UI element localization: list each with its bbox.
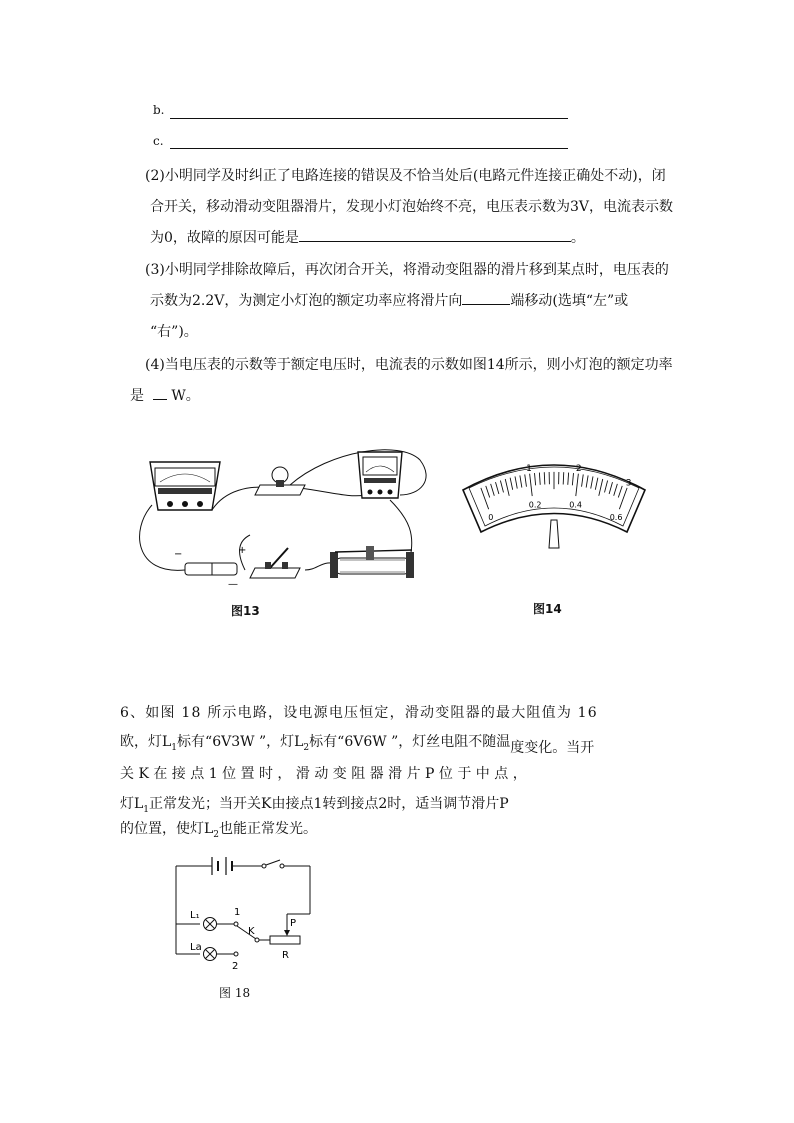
svg-text:−: − (174, 549, 183, 560)
figure-13-apparatus (130, 440, 440, 590)
dial-pointer (549, 520, 559, 548)
dial-scale-bottom-label: 0 (488, 512, 494, 522)
figure-18-caption: 图 18 (219, 986, 251, 1000)
q6-line2-sub2: 2 (303, 742, 310, 753)
figure-14-caption: 图14 (533, 602, 562, 616)
q6-line2-sub1: 1 (171, 742, 178, 753)
q2-line2: 合开关，移动滑动变阻器滑片，发现小灯泡始终不亮，电压表示数为3V，电流表示数 (150, 199, 674, 215)
q2-line3 (150, 227, 585, 247)
q4-line1: (4)当电压表的示数等于额定电压时，电流表的示数如图14所示，则小灯泡的额定功率 (145, 357, 673, 373)
top-switch-icon (262, 860, 284, 868)
svg-text:—: — (228, 579, 238, 590)
svg-text:+: + (238, 545, 247, 556)
q3-answer-blank[interactable] (462, 304, 510, 305)
q6-line4-a: 灯L (120, 796, 144, 812)
q3-line1: (3)小明同学排除故障后，再次闭合开关，将滑动变阻器的滑片移到某点时，电压表的 (145, 262, 669, 278)
q2-line3-suffix: 。 (570, 230, 585, 246)
q2-line3-prefix: 为0，故障的原因可能是 (150, 230, 299, 246)
q6-line5-sub: 2 (213, 829, 220, 840)
answer-b-label: b. (153, 103, 165, 117)
dial-scale-top-label: 2 (575, 463, 582, 474)
q6-line2 (120, 731, 595, 756)
lamp-l2-icon (204, 948, 217, 961)
dial-scale-bottom-label: 0.6 (609, 512, 623, 522)
switch-icon (250, 548, 300, 578)
q6-line5-b: 也能正常发光。 (219, 821, 318, 837)
q3-line3: “右”)。 (150, 324, 198, 340)
rheostat-icon (330, 546, 414, 578)
answer-b-line[interactable] (170, 118, 568, 119)
figure-18-circuit (170, 852, 320, 977)
dial-tick (563, 472, 564, 484)
q6-line4-b: 正常发光；当开关K由接点1转到接点2时，适当调节滑片P (149, 796, 509, 812)
q4-answer-blank[interactable] (153, 399, 167, 400)
label-contact-2: 2 (232, 961, 239, 972)
dial-scale-bottom-label: 0.4 (569, 500, 582, 510)
answer-c-label: c. (153, 134, 164, 148)
q6-line4-sub: 1 (143, 804, 150, 815)
dial-scale-bottom-label: 0.2 (528, 500, 542, 510)
dial-tick (544, 472, 545, 484)
label-slider-p: P (290, 918, 297, 929)
label-contact-1: 1 (234, 907, 241, 918)
ammeter-icon (150, 462, 220, 510)
q3-line2 (150, 290, 628, 310)
q6-line2-b: 标有“6V3W ”，灯L (177, 734, 304, 750)
q6-line1: 6、如图 18 所示电路，设电源电压恒定，滑动变阻器的最大阻值为 16 (120, 705, 598, 721)
figure-14-dial (455, 450, 653, 555)
battery-symbol-icon (212, 857, 232, 875)
label-switch-k: K (248, 926, 255, 937)
q4-line2 (130, 385, 200, 405)
q3-line2-suffix: 端移动(选填“左”或 (510, 293, 629, 309)
lamp-l1-icon (204, 918, 217, 931)
q6-line5-a: 的位置，使灯L (120, 821, 214, 837)
q6-line2-c: 标有“6V6W ”，灯丝电阻不随温 (309, 734, 511, 750)
label-l2: La (190, 942, 202, 953)
q6-line4 (120, 793, 509, 815)
q3-line2-prefix: 示数为2.2V，为测定小灯泡的额定功率应将滑片向 (150, 293, 463, 309)
q4-line2-prefix: 是 (130, 388, 144, 404)
q4-line2-suffix: W。 (171, 388, 200, 404)
dial-scale-top-label: 1 (526, 463, 532, 474)
bulb-icon (255, 467, 305, 495)
q6-line2-a: 欧，灯L (120, 734, 172, 750)
label-l1: L₁ (190, 910, 200, 921)
q6-line2-d: 度变化。当开 (510, 740, 595, 756)
q2-answer-blank[interactable] (299, 241, 571, 242)
dial-scale-top-label: 3 (625, 478, 632, 489)
label-resistor-r: R (282, 950, 289, 961)
rheostat-r-icon (270, 936, 300, 944)
q6-line3: 关 K 在 接 点 1 位 置 时 ， 滑 动 变 阻 器 滑 片 P 位 于 中 点 ， (120, 766, 527, 782)
figure-13-caption: 图13 (231, 604, 260, 618)
voltmeter-icon (358, 452, 402, 498)
answer-c-line[interactable] (170, 148, 568, 149)
battery-icon (174, 545, 246, 590)
q2-line1: (2)小明同学及时纠正了电路连接的错误及不恰当处后(电路元件连接正确处不动)，闭 (145, 168, 666, 184)
q6-line5 (120, 818, 317, 840)
